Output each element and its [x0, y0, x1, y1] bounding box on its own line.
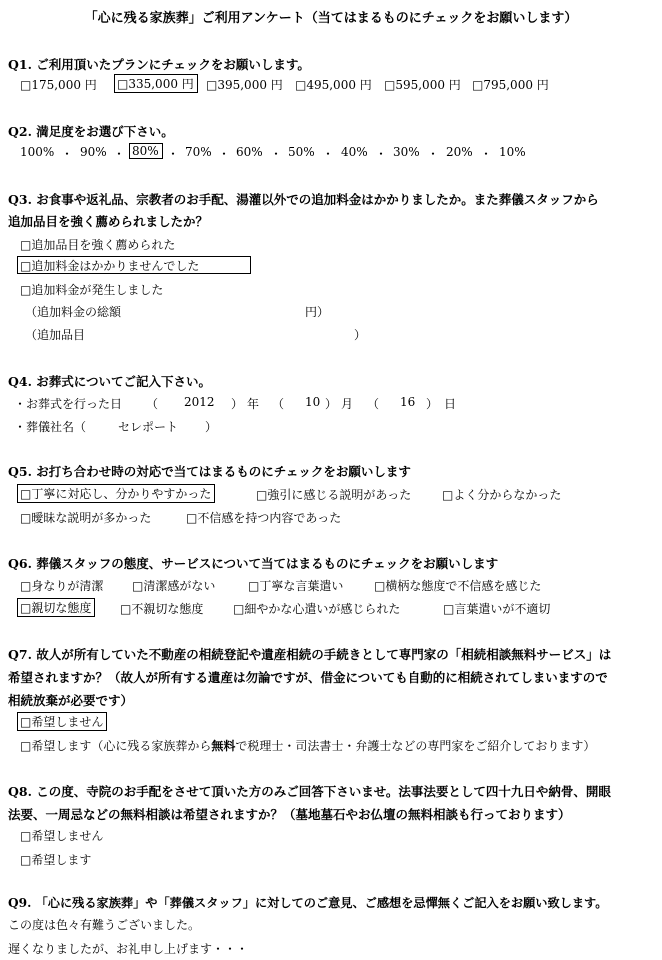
q7-option-yes[interactable]: [20, 737, 595, 754]
q2-separator: ・: [113, 147, 126, 161]
q1-option-595000[interactable]: □595,000 円: [384, 78, 461, 92]
q6-option-unclean[interactable]: □清潔感がない: [132, 579, 216, 593]
q6-label: Q6. 葬儀スタッフの態度、サービスについて当てはまるものにチェックをお願いします: [8, 556, 499, 571]
q2-option-20[interactable]: 20%: [446, 145, 473, 159]
q8-option-yes[interactable]: □希望します: [20, 853, 92, 867]
q5-option-distrust[interactable]: □不信感を持つ内容であった: [186, 511, 342, 525]
q5-option-polite-selected[interactable]: □丁寧に対応し、分かりやすかった: [17, 484, 215, 503]
q6-option-unkind[interactable]: □不親切な態度: [120, 602, 204, 616]
q4-month-value[interactable]: 10: [305, 395, 321, 409]
q2-separator: ・: [270, 147, 283, 161]
q4-close-paren: ）: [325, 397, 338, 411]
q4-close-paren: ）: [231, 397, 244, 411]
q3-label-line2: 追加品目を強く薦められましたか？: [8, 214, 209, 229]
q8-option-no[interactable]: □希望しません: [20, 829, 104, 843]
q2-separator: ・: [167, 147, 180, 161]
q7-option-yes-post: で税理士・司法書士・弁護士などの専門家をご紹介しております）: [235, 739, 596, 753]
q5-label: Q5. お打ち合わせ時の対応で当てはまるものにチェックをお願いします: [8, 464, 411, 479]
q9-label: Q9. 「心に残る家族葬」や「葬儀スタッフ」に対してのご意見、ご感想を忌憚無くご記入をお願い致します。: [8, 896, 608, 910]
survey-title: 「心に残る家族葬」ご利用アンケート（当てはまるものにチェックをお願いします）: [84, 11, 578, 26]
q2-option-90[interactable]: 90%: [80, 145, 107, 159]
q6-option-clean[interactable]: □身なりが清潔: [20, 579, 104, 593]
q2-option-80-selected[interactable]: 80%: [129, 143, 163, 159]
q1-label: Q1. ご利用頂いたプランにチェックをお願いします。: [8, 57, 310, 72]
q2-option-10[interactable]: 10%: [499, 145, 526, 159]
q6-option-bad-words[interactable]: □言葉遣いが不適切: [443, 602, 551, 616]
q4-date-prefix: ・お葬式を行った日: [14, 397, 123, 411]
q3-option-recommended[interactable]: □追加品目を強く薦められた: [20, 238, 176, 252]
q6-option-polite-words[interactable]: □丁寧な言葉遣い: [248, 579, 344, 593]
q2-option-30[interactable]: 30%: [393, 145, 420, 159]
q2-separator: ・: [322, 147, 335, 161]
q4-open-paren: （: [146, 397, 159, 411]
q7-label-line1: Q7. 故人が所有していた不動産の相続登記や遺産相続の手続きとして専門家の「相続相談無料サービス」は: [8, 647, 612, 662]
q2-option-100[interactable]: 100%: [20, 145, 55, 159]
q8-label-line1: Q8. この度、寺院のお手配をさせて頂いた方のみご回答下さいませ。法事法要として四十九日や納骨、開眼: [8, 784, 611, 799]
q7-label-line2: 希望されますか？（故人が所有する遺産は勿論ですが、借金についても自動的に相続されてしまいますので: [8, 670, 608, 685]
q2-separator: ・: [61, 147, 74, 161]
q2-option-70[interactable]: 70%: [185, 145, 212, 159]
q1-option-175000[interactable]: □175,000 円: [20, 78, 97, 92]
q4-label: Q4. お葬式についてご記入下さい。: [8, 374, 212, 389]
q5-option-vague[interactable]: □曖昧な説明が多かった: [20, 511, 152, 525]
q4-day-value[interactable]: 16: [400, 395, 416, 409]
q4-company-suffix: ）: [205, 420, 218, 434]
q3-option-no-extra-selected[interactable]: [17, 256, 251, 274]
q4-day-unit: 日: [444, 397, 457, 411]
q6-option-arrogant[interactable]: □横柄な態度で不信感を感じた: [374, 579, 542, 593]
q2-separator: ・: [480, 147, 493, 161]
q8-label-line2: 法要、一周忌などの無料相談は希望されますか？（墓地墓石やお仏壇の無料相談も行っております）: [8, 807, 571, 822]
q9-answer-line2[interactable]: 遅くなりましたが、お礼申し上げます・・・: [8, 942, 249, 956]
q1-option-795000[interactable]: □795,000 円: [472, 78, 549, 92]
q2-separator: ・: [427, 147, 440, 161]
q3-label-line1: Q3. お食事や返礼品、宗教者のお手配、湯灌以外での追加料金はかかりましたか。また葬儀スタッフから: [8, 192, 599, 207]
q3-option-no-extra-label: □追加料金はかかりませんでした: [20, 259, 200, 273]
q4-year-value[interactable]: 2012: [184, 395, 215, 409]
q3-items-label: （追加品目: [25, 328, 86, 342]
q4-month-unit: 月: [341, 397, 354, 411]
q4-open-paren: （: [367, 397, 380, 411]
q6-option-considerate[interactable]: □細やかな心遣いが感じられた: [233, 602, 401, 616]
q1-option-495000[interactable]: □495,000 円: [295, 78, 372, 92]
q4-company-value[interactable]: セレポート: [118, 420, 179, 434]
q1-option-335000-selected[interactable]: □335,000 円: [114, 74, 198, 93]
q7-option-no-selected[interactable]: □希望しません: [17, 712, 107, 731]
q2-separator: ・: [375, 147, 388, 161]
q2-option-60[interactable]: 60%: [236, 145, 263, 159]
q6-option-kind-selected[interactable]: □親切な態度: [17, 598, 95, 617]
q4-close-paren: ）: [426, 397, 439, 411]
q7-option-yes-pre: □希望します（心に残る家族葬から: [20, 739, 212, 753]
q2-label: Q2. 満足度をお選び下さい。: [8, 124, 174, 139]
q3-option-extra-charged[interactable]: □追加料金が発生しました: [20, 283, 164, 297]
q3-items-suffix: ）: [354, 328, 367, 342]
q2-option-40[interactable]: 40%: [341, 145, 368, 159]
q1-option-395000[interactable]: □395,000 円: [206, 78, 283, 92]
q5-option-unclear[interactable]: □よく分からなかった: [442, 488, 562, 502]
q2-option-50[interactable]: 50%: [288, 145, 315, 159]
q3-amount-label: （追加料金の総額: [25, 305, 122, 319]
q9-answer-line1[interactable]: この度は色々有難うございました。: [8, 918, 201, 932]
q4-company-prefix: ・葬儀社名（: [14, 420, 87, 434]
q7-label-line3: 相続放棄が必要です）: [8, 693, 134, 708]
q7-option-yes-free: 無料: [211, 739, 236, 753]
q3-amount-suffix: 円）: [305, 305, 330, 319]
q4-year-unit: 年: [247, 397, 260, 411]
q4-open-paren: （: [272, 397, 285, 411]
q2-separator: ・: [218, 147, 231, 161]
q5-option-pushy[interactable]: □強引に感じる説明があった: [256, 488, 412, 502]
